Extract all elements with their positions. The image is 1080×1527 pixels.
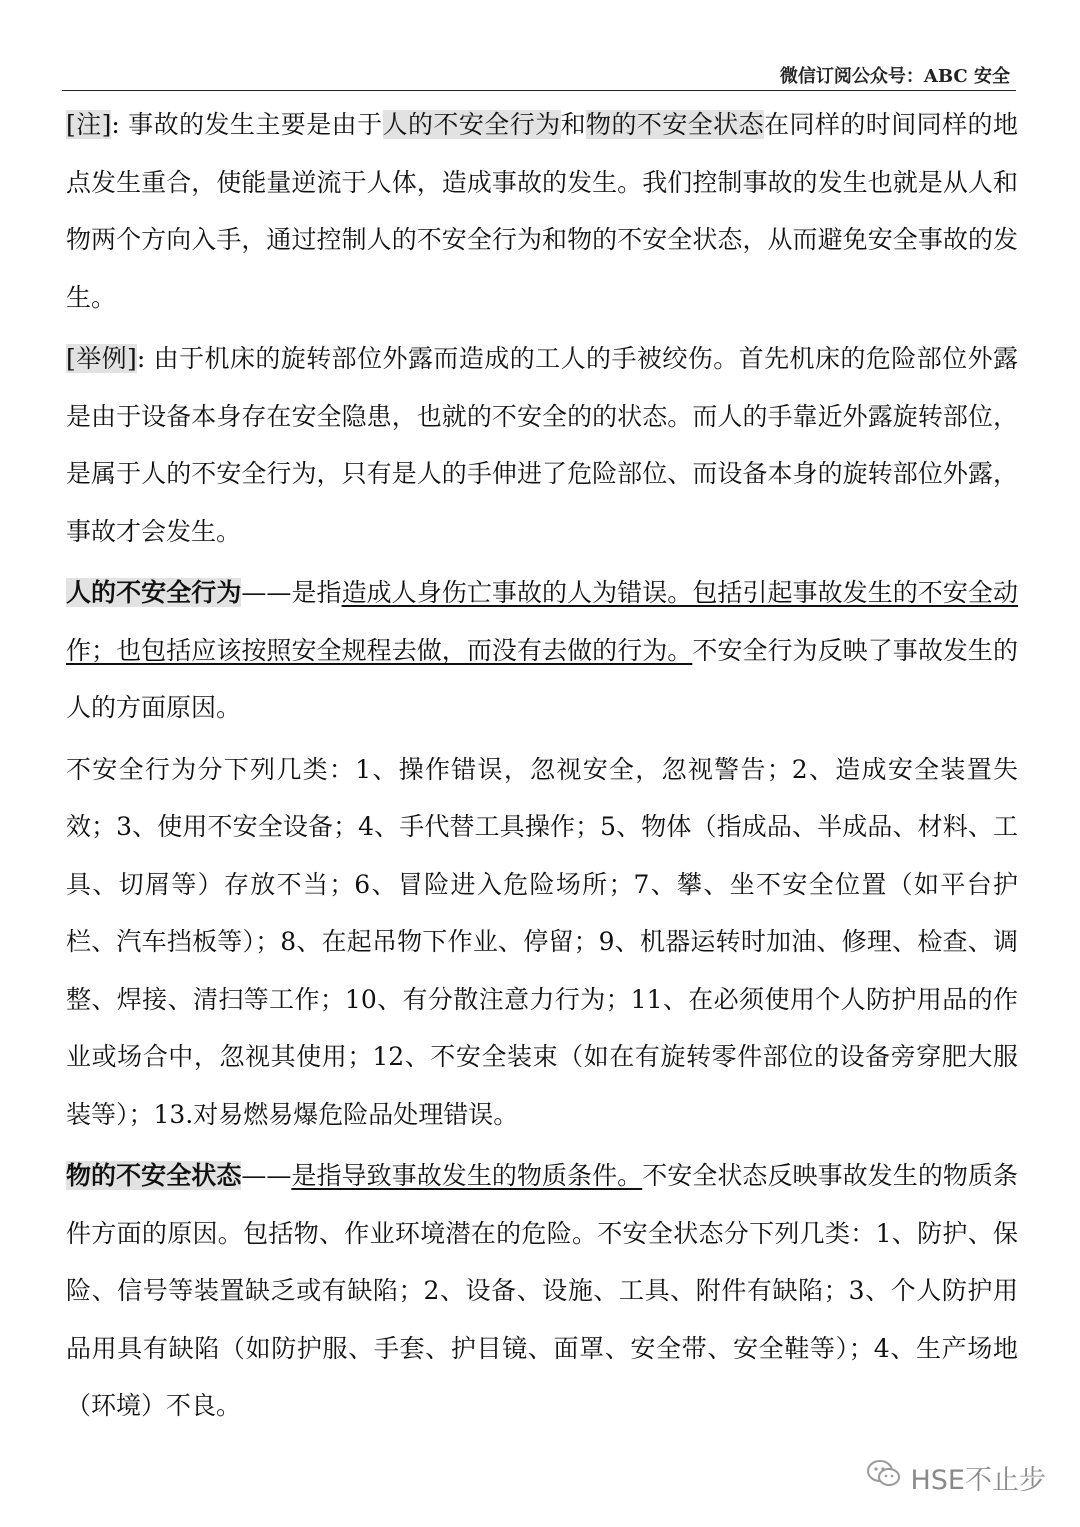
note-paragraph (66, 96, 1018, 326)
example-tag: [举例] (66, 344, 137, 373)
header-label: 微信订阅公众号：ABC 安全 (779, 66, 1010, 87)
note-highlight-unsafe-state: 物的不安全状态 (586, 110, 765, 139)
header-divider (62, 90, 1016, 91)
unsafe-state-definition: 是指导致事故发生的物质条件。 (291, 1161, 643, 1190)
unsafe-act-paragraph (66, 564, 1018, 737)
unsafe-act-definition: 造成人身伤亡事故的人为错误。包括引起事故发生的不安全动作；也包括应该按照安全规程去做，而没有去做的行为。 (66, 578, 1018, 665)
unsafe-state-rest: 不安全状态反映事故发生的物质条件方面的原因。包括物、作业环境潜在的危险。不安全状态分下列几类：1、防护、保险、信号等装置缺乏或有缺陷；2、设备、设施、工具、附件有缺陷；3、个人防护用品用具有缺陷（如防护服、手套、护目镜、面罩、安全带、安全鞋等）；4、生产场地（环境）不良。 (66, 1161, 1018, 1420)
note-highlight-unsafe-act: 人的不安全行为 (382, 110, 561, 139)
example-paragraph (66, 330, 1018, 560)
document-body (66, 96, 1018, 1435)
unsafe-state-dash: —— (241, 1161, 292, 1190)
note-text-3: 在同样的时间同样的地点发生重合，使能量逆流于人体，造成事故的发生。我们控制事故的发生也就是从人和物两个方向入手，通过控制人的不安全行为和物的不安全状态，从而避免安全事故的发生。 (66, 110, 1018, 312)
watermark (866, 1458, 1046, 1497)
unsafe-act-list-paragraph: 不安全行为分下列几类：1、操作错误，忽视安全，忽视警告；2、造成安全装置失效；3、使用不安全设备；4、手代替工具操作；5、物体（指成品、半成品、材料、工具、切屑等）存放不当；6、冒险进入危险场所；7、攀、坐不安全位置（如平台护栏、汽车挡板等）；8、在起吊物下作业、停留；9、机器运转时加油、修理、检查、调整、焊接、清扫等工作；10、有分散注意力行为；11、在必须使用个人防护用品的作业或场合中，忽视其使用；12、不安全装束（如在有旋转零件部位的设备旁穿肥大服装等）；13.对易燃易爆危险品处理错误。 (66, 754, 1018, 1129)
unsafe-act-term: 人的不安全行为 (66, 578, 242, 607)
watermark-text: HSE不止步 (910, 1465, 1046, 1496)
note-text-1: : 事故的发生主要是由于 (111, 110, 383, 139)
unsafe-state-term: 物的不安全状态 (66, 1161, 242, 1190)
note-tag: [注] (66, 110, 112, 139)
unsafe-state-paragraph (66, 1147, 1018, 1435)
note-text-2: 和 (560, 110, 587, 139)
example-text: : 由于机床的旋转部位外露而造成的工人的手被绞伤。首先机床的危险部位外露是由于设备本身存在安全隐患，也就的不安全的的状态。而人的手靠近外露旋转部位，是属于人的不安全行为，只有是人的手伸进了危险部位、而设备本身的旋转部位外露，事故才会发生。 (66, 344, 1019, 546)
wechat-icon (866, 1459, 902, 1496)
unsafe-act-rest: 不安全行为反映了事故发生的人的方面原因。 (66, 635, 1018, 722)
unsafe-act-dash: ——是指 (241, 578, 342, 607)
